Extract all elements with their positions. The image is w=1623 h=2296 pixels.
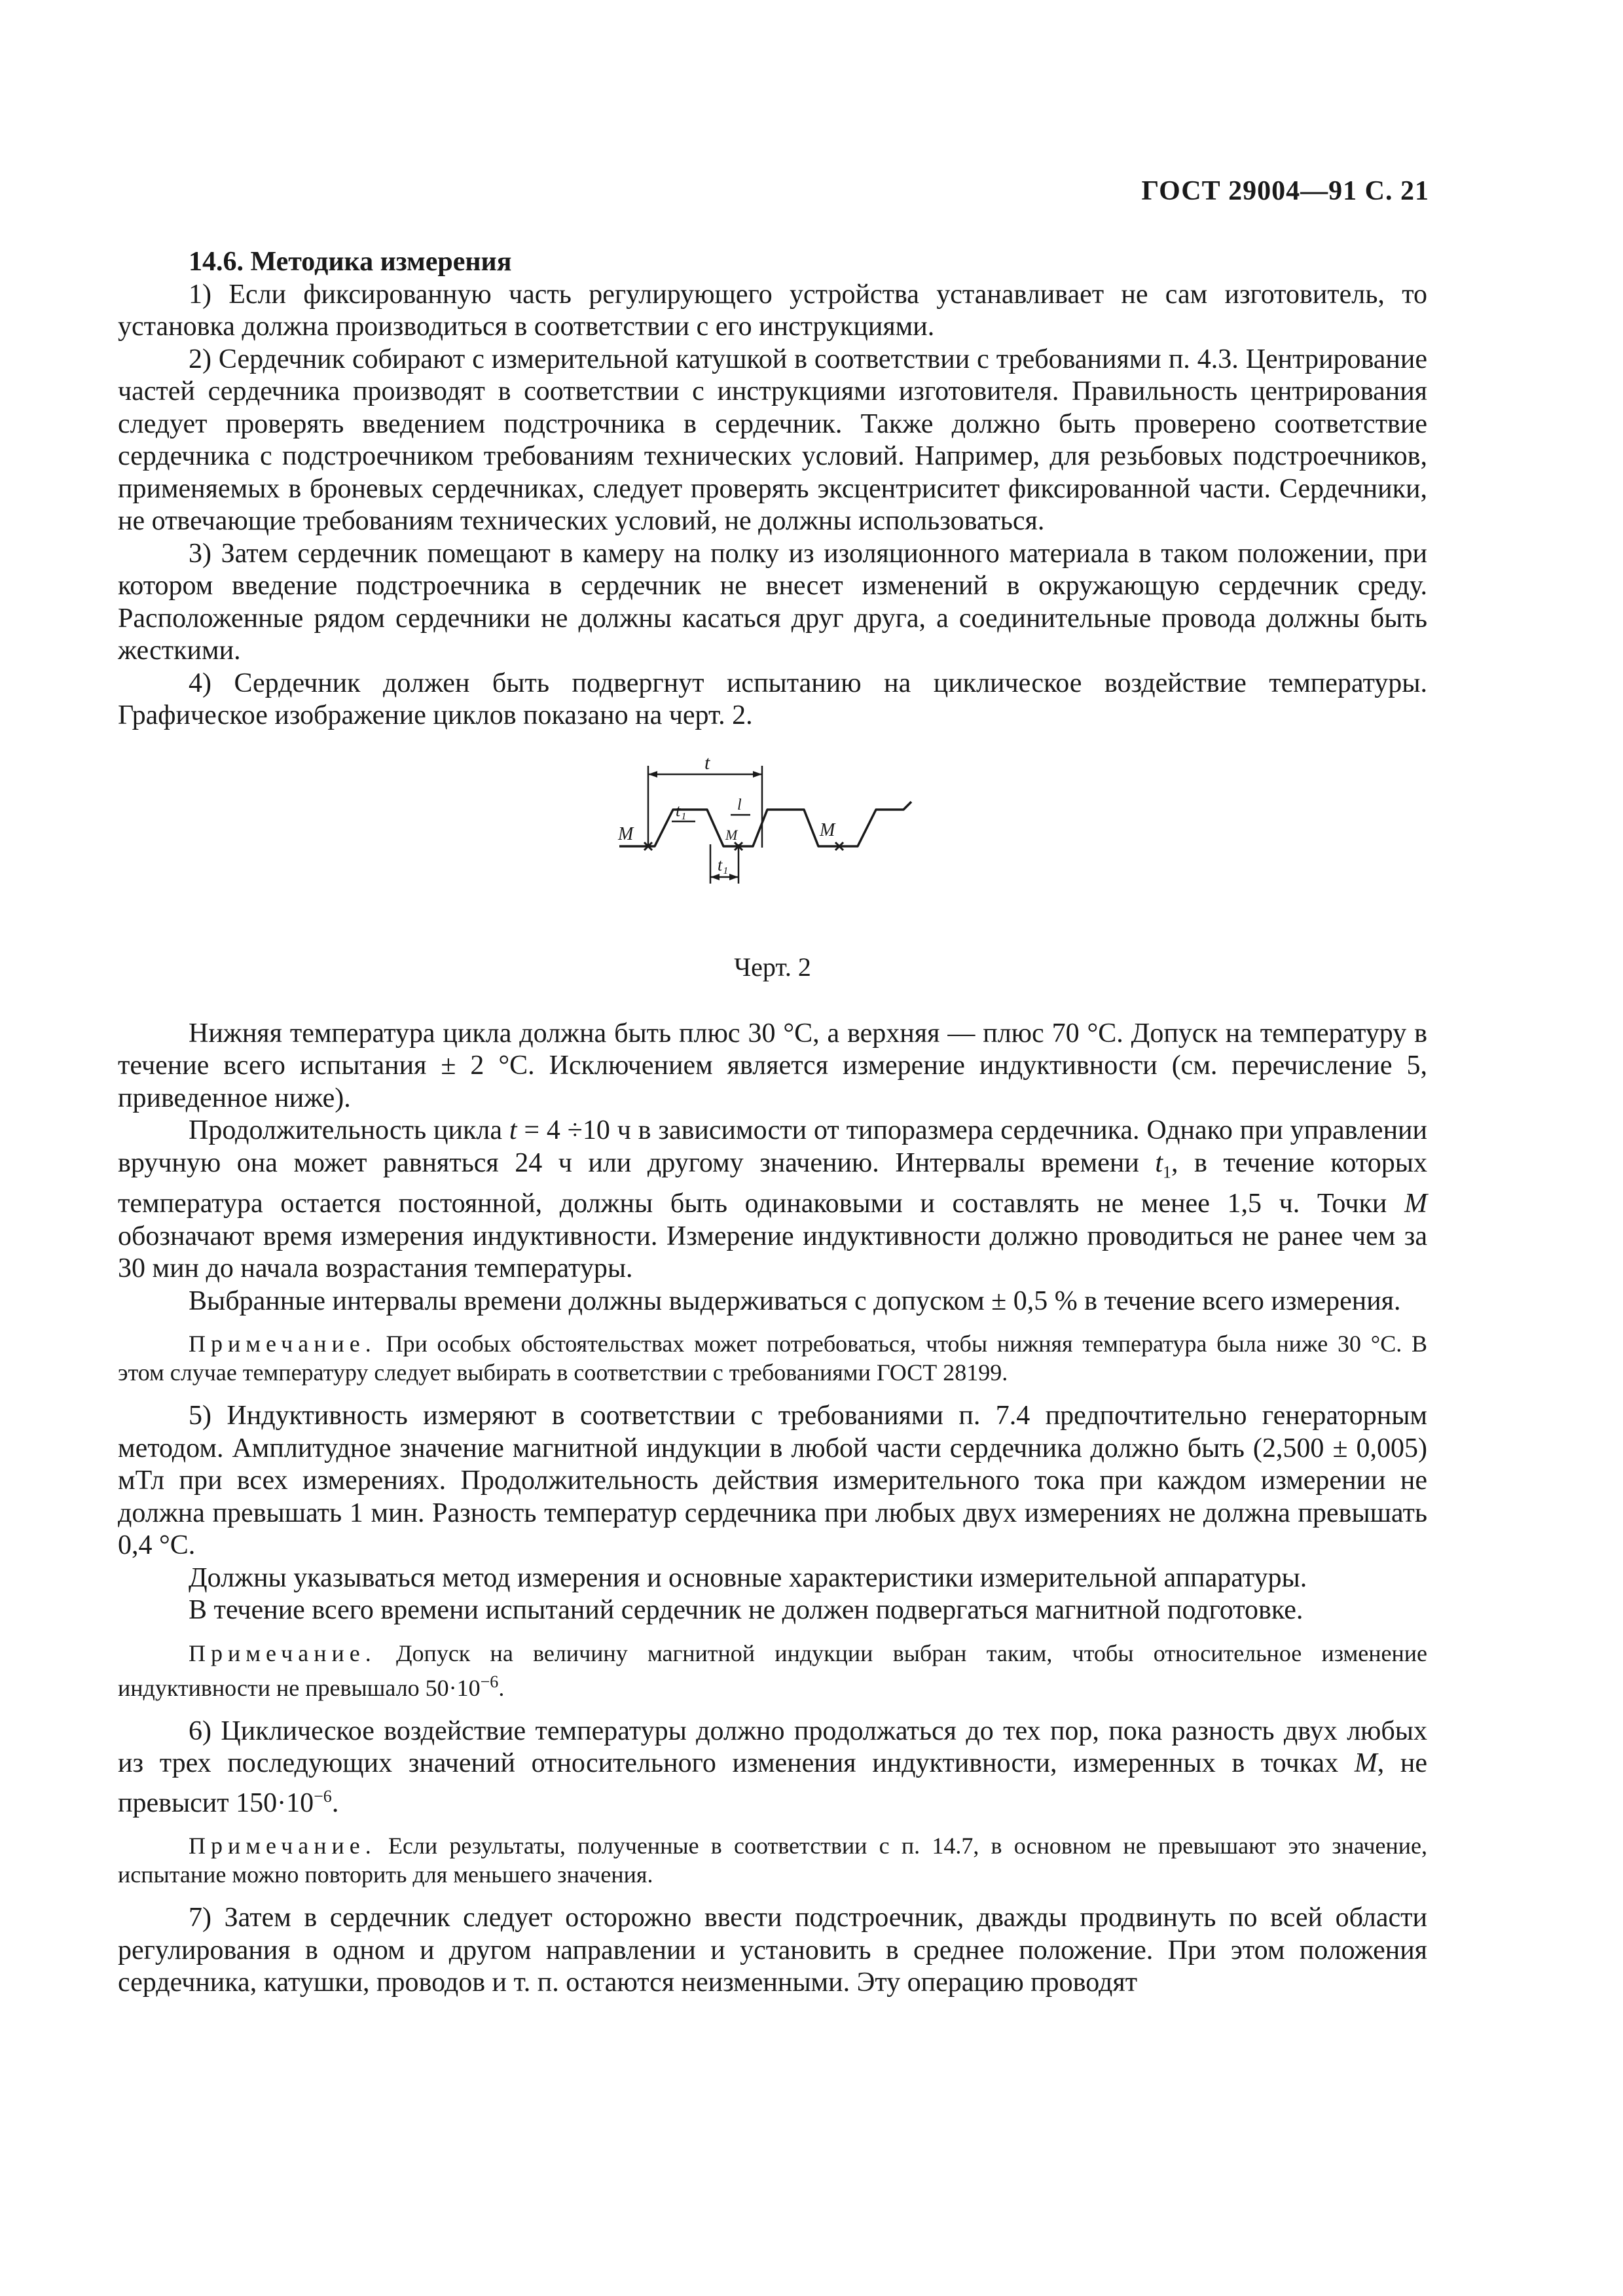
label-m-3: M xyxy=(820,819,835,840)
figure-caption: Черт. 2 xyxy=(734,952,811,982)
temperature-cycle-diagram xyxy=(615,749,956,900)
label-t: t xyxy=(704,751,710,774)
paragraph-12: 7) Затем в сердечник следует осторожно ввести подстроечник, дважды продвинуть по всей области регулирования в одном и другом направлении и установить в среднее положение. При этом положения сердечника, катушки, проводов и т. п. остаются неизменными. Эту операцию проводят xyxy=(118,1903,1427,1998)
label-t1-bottom: t₁ xyxy=(718,855,729,874)
paragraph-2: 2) Сердечник собирают с измерительной катушкой в соответствии с требованиями п. 4.3. Центрирование частей сердечника производят в соответствии с инструкциями изготовителя. Правильность центрирования следует проверять введением подстрочника в сердечник. Также должно быть проверено соответствие сердечника с подстроечником требованиям технических условий. Например, для резьбовых подстроечников, применяемых в броневых сердечниках, следует проверять эксцентриситет фиксированной части. Сердечники, не отвечающие требованиям технических условий, не должны использоваться. xyxy=(118,344,1427,536)
paragraph-3: 3) Затем сердечник помещают в камеру на полку из изоляционного материала в таком положении, при котором введение подстроечника в сердечник не внесет изменений в окружающую сердечник среду. Расположенные рядом сердечники не должны касаться друг друга, а соединительные провода должны быть жесткими. xyxy=(118,538,1427,666)
label-m-2: M xyxy=(725,826,738,843)
note-1: Примечание. При особых обстоятельствах может потребоваться, чтобы нижняя температура была ниже 30 °С. В этом случае температуру следует выбирать в соответствии с требованиями ГОСТ 28199. xyxy=(118,1331,1427,1386)
paragraph-10: В течение всего времени испытаний сердечник не должен подвергаться магнитной подготовке. xyxy=(189,1595,1304,1626)
paragraph-4: 4) Сердечник должен быть подвергнут испытанию на циклическое воздействие температуры. Графическое изображение циклов показано на черт. 2. xyxy=(118,668,1427,730)
paragraph-8: 5) Индуктивность измеряют в соответствии с требованиями п. 7.4 предпочтительно генераторным методом. Амплитудное значение магнитной индукции в любой части сердечника должно быть (2,500 ± 0,005) мТл при всех измерениях. Продолжительность действия измерительного тока при каждом измерении не должна превышать 1 мин. Разность температур сердечника при любых двух измерениях не должна превышать 0,4 °С. xyxy=(118,1401,1427,1561)
label-m-1: M xyxy=(618,823,634,844)
figure-temperature-cycle xyxy=(118,736,1427,1018)
paragraph-5: Нижняя температура цикла должна быть плюс 30 °С, а верхняя — плюс 70 °С. Допуск на температуру в течение всего испытания ± 2 °С. Исключением является измерение индуктивности (см. перечисление 5, приведенное ниже). xyxy=(118,1018,1427,1113)
note-3: Примечание. Если результаты, полученные в соответствии с п. 14.7, в основном не превышают это значение, испытание можно повторить для меньшего значения. xyxy=(118,1833,1427,1888)
paragraph-6: Продолжительность цикла t = 4 ÷10 ч в зависимости от типоразмера сердечника. Однако при управлении вручную она может равняться 24 ч или другому значению. Интервалы времени $t_1$, в течение которых температура остается постоянной, должны быть одинаковыми и составлять не менее 1,5 ч. Точки M обозначают время измерения индуктивности. Измерение индуктивности должно проводиться не ранее чем за 30 мин до начала возрастания температуры. xyxy=(118,1115,1427,1284)
paragraph-1: 1) Если фиксированную часть регулирующего устройства устанавливает не сам изготовитель, то установка должна производиться в соответствии с его инструкциями. xyxy=(118,279,1427,342)
paragraph-7: Выбранные интервалы времени должны выдерживаться с допуском ± 0,5 % в течение всего измерения. xyxy=(189,1285,1401,1316)
cycle-waveform xyxy=(619,802,911,846)
paragraph-9: Должны указываться метод измерения и основные характеристики измерительной аппаратуры. xyxy=(189,1562,1307,1593)
label-t1-top: t₁ xyxy=(676,800,687,820)
section-title: 14.6. Методика измерения xyxy=(189,247,512,277)
document-body xyxy=(118,246,1427,2000)
note-2: Примечание. Допуск на величину магнитной индукции выбран таким, чтобы относительное изменение индуктивности не превышало $50\cdot 10^{-6}$. xyxy=(118,1640,1427,1701)
page-header: ГОСТ 29004—91 С. 21 xyxy=(1141,176,1429,206)
paragraph-11: 6) Циклическое воздействие температуры должно продолжаться до тех пор, пока разность двух любых из трех последующих значений относительного изменения индуктивности, измеренных в точках M, не превысит $150\cdot 10^{-6}$. xyxy=(118,1715,1427,1818)
label-l: l xyxy=(737,796,742,814)
